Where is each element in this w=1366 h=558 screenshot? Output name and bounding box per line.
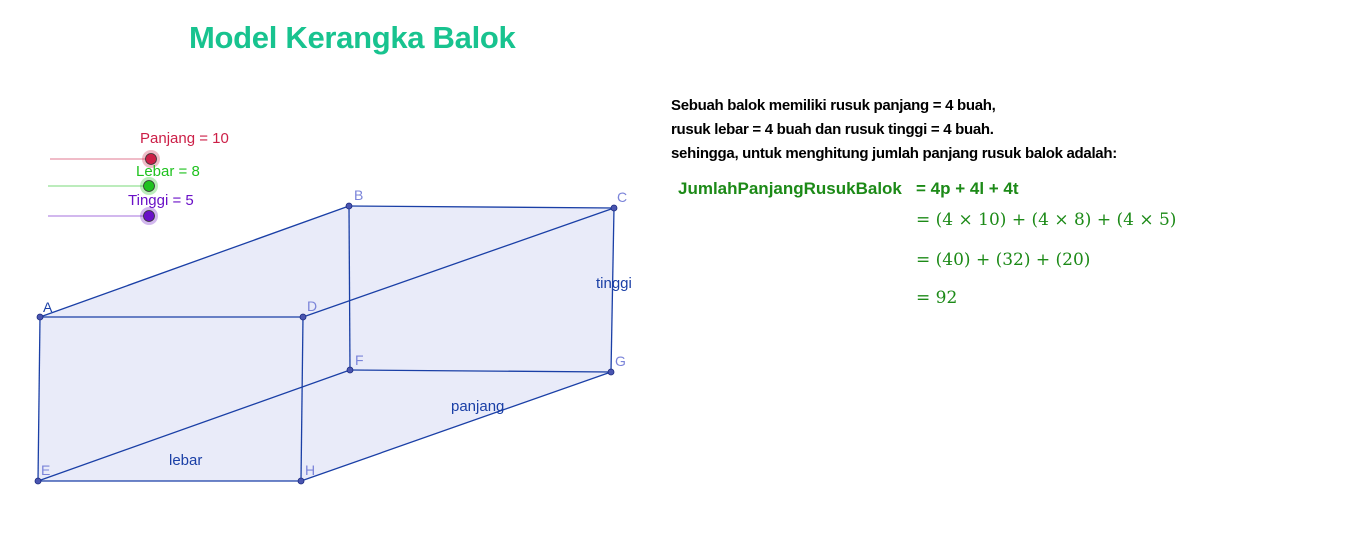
face-back xyxy=(349,206,614,372)
page-title: Model Kerangka Balok xyxy=(189,20,516,55)
description-line: Sebuah balok memiliki rusuk panjang = 4 buah, xyxy=(671,97,996,114)
point-label-g: G xyxy=(615,353,626,369)
point-h[interactable] xyxy=(298,478,304,484)
point-d[interactable] xyxy=(300,314,306,320)
point-label-f: F xyxy=(355,352,364,368)
point-label-a: A xyxy=(43,299,53,315)
point-b[interactable] xyxy=(346,203,352,209)
balok-faces xyxy=(38,206,614,481)
description-text xyxy=(671,94,1191,166)
edge-label-lebar: lebar xyxy=(169,452,203,469)
point-label-b: B xyxy=(354,187,364,203)
slider-label-panjang: Panjang = 10 xyxy=(140,130,229,147)
slider-knob-tinggi[interactable] xyxy=(144,211,155,222)
formula-line-3: = (40) + (32) + (20) xyxy=(916,250,1091,270)
point-g[interactable] xyxy=(608,369,614,375)
formula-name: JumlahPanjangRusukBalok xyxy=(678,179,902,198)
edge-label-panjang: panjang xyxy=(451,398,505,415)
edge-label-tinggi: tinggi xyxy=(596,275,632,292)
point-e[interactable] xyxy=(35,478,41,484)
slider-label-lebar: Lebar = 8 xyxy=(136,163,200,180)
slider-knob-lebar[interactable] xyxy=(144,181,155,192)
description-line: sehingga, untuk menghitung jumlah panjang rusuk balok adalah: xyxy=(671,145,1117,162)
slider-tinggi[interactable] xyxy=(48,192,194,225)
point-label-e: E xyxy=(41,462,51,478)
point-label-d: D xyxy=(307,298,318,314)
slider-label-tinggi: Tinggi = 5 xyxy=(128,192,194,209)
point-label-c: C xyxy=(617,189,628,205)
slider-lebar[interactable] xyxy=(48,163,200,195)
formula-line-1: = 4p + 4l + 4t xyxy=(916,179,1019,198)
point-label-h: H xyxy=(305,462,316,478)
point-c[interactable] xyxy=(611,205,617,211)
formula-line-4: = 92 xyxy=(916,288,958,308)
point-f[interactable] xyxy=(347,367,353,373)
description-line: rusuk lebar = 4 buah dan rusuk tinggi = 4 buah. xyxy=(671,121,994,138)
formula-line-2: = (4 × 10) + (4 × 8) + (4 × 5) xyxy=(916,210,1177,230)
